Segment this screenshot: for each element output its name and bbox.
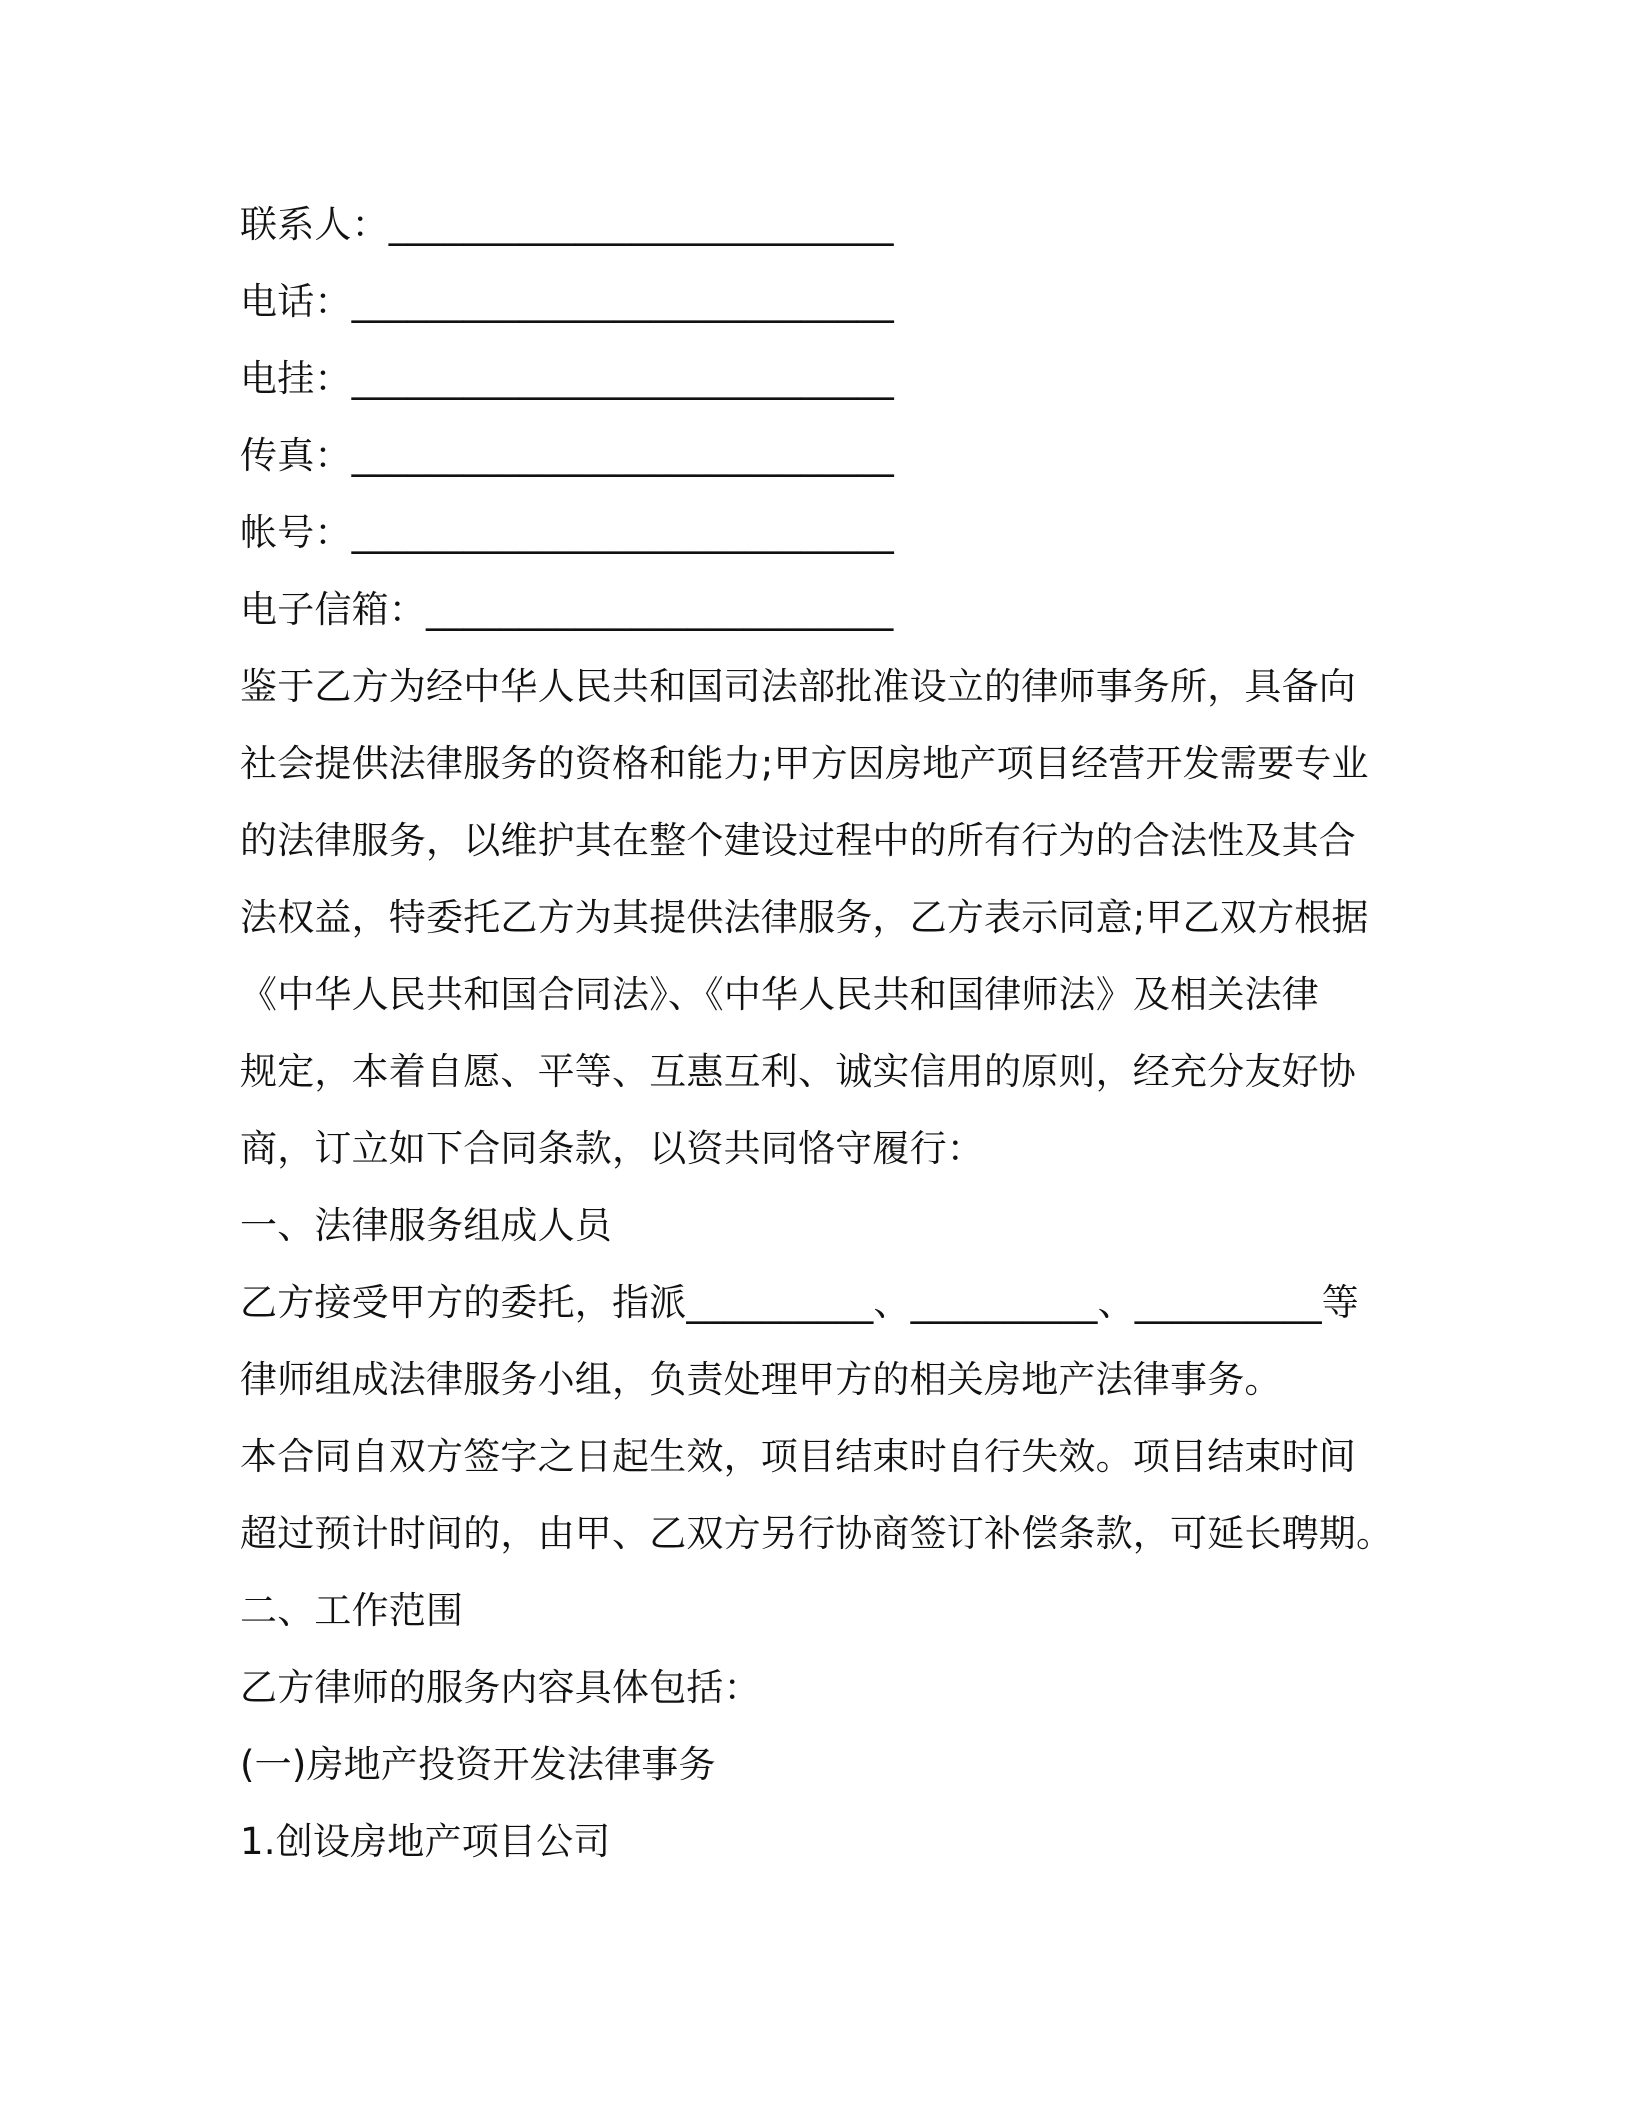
- section-heading: 二、工作范围: [240, 1589, 464, 1632]
- section-text-line: 律师组成法律服务小组，负责处理甲方的相关房地产法律事务。: [240, 1358, 1282, 1401]
- subsection-heading: (一)房地产投资开发法律事务: [240, 1743, 716, 1786]
- section-text-line: 乙方律师的服务内容具体包括：: [240, 1666, 761, 1709]
- section-text-line: 本合同自双方签字之日起生效，项目结束时自行失效。项目结束时间: [240, 1435, 1356, 1478]
- account-field: 帐号：_____________________________: [240, 511, 894, 554]
- document-body: [240, 186, 1400, 1880]
- email-field: 电子信箱：_________________________: [240, 588, 894, 631]
- telegraph-field: 电挂：_____________________________: [240, 357, 894, 400]
- phone-field: 电话：_____________________________: [240, 280, 894, 323]
- list-item: 1.创设房地产项目公司: [240, 1820, 611, 1863]
- fax-field: 传真：_____________________________: [240, 434, 894, 477]
- section-heading: 一、法律服务组成人员: [240, 1204, 612, 1247]
- preamble-line: 商，订立如下合同条款，以资共同恪守履行：: [240, 1127, 984, 1170]
- contact-person-field: 联系人：___________________________: [240, 203, 894, 246]
- preamble-line: 社会提供法律服务的资格和能力;甲方因房地产项目经营开发需要专业: [240, 742, 1369, 785]
- preamble-line: 规定，本着自愿、平等、互惠互利、诚实信用的原则，经充分友好协: [240, 1050, 1356, 1093]
- preamble-line: 法权益，特委托乙方为其提供法律服务，乙方表示同意;甲乙双方根据: [240, 896, 1369, 939]
- section-text-line: 乙方接受甲方的委托，指派__________、__________、__________等: [240, 1281, 1359, 1324]
- preamble-line: 《中华人民共和国合同法》、《中华人民共和国律师法》及相关法律: [240, 973, 1319, 1016]
- preamble-line: 鉴于乙方为经中华人民共和国司法部批准设立的律师事务所，具备向: [240, 665, 1356, 708]
- preamble-line: 的法律服务，以维护其在整个建设过程中的所有行为的合法性及其合: [240, 819, 1356, 862]
- section-text-line: 超过预计时间的，由甲、乙双方另行协商签订补偿条款，可延长聘期。: [240, 1512, 1394, 1555]
